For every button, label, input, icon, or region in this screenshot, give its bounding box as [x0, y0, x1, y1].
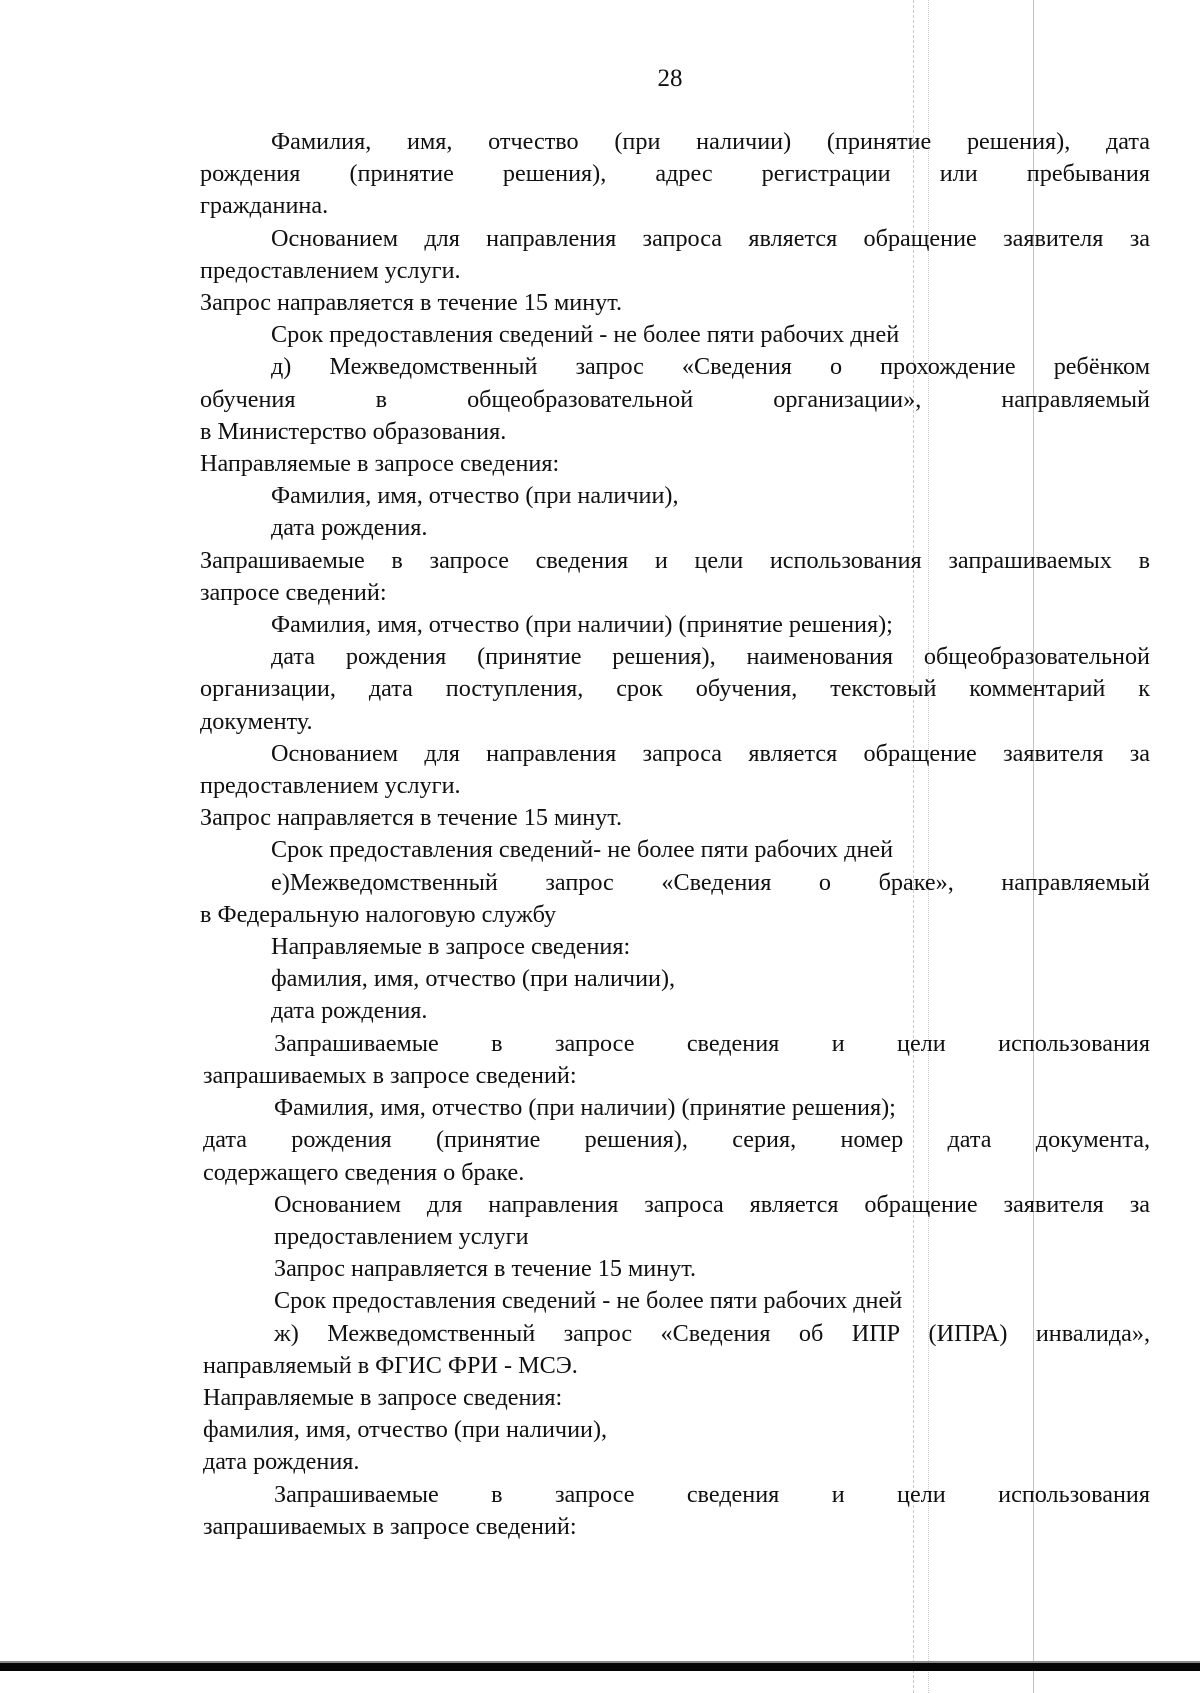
text-line: Фамилия, имя, отчество (при наличии) (принятие решения); [271, 611, 893, 639]
text-line: д) Межведомственный запрос «Сведения о прохождение ребёнком [271, 353, 1150, 381]
text-line: Фамилия, имя, отчество (при наличии) (принятие решения), дата [271, 128, 1150, 155]
text-line: гражданина. [200, 192, 329, 220]
page-number: 28 [657, 65, 683, 92]
document-body [200, 126, 1150, 1543]
text-line: фамилия, имя, отчество (при наличии), [271, 965, 676, 993]
text-line: дата рождения. [271, 997, 428, 1025]
text-line: дата рождения (принятие решения), серия, номер дата документа, [203, 1126, 1150, 1154]
text-line: Направляемые в запросе сведения: [271, 933, 631, 961]
text-line: предоставлением услуги. [200, 772, 461, 800]
text-line: Фамилия, имя, отчество (при наличии) (принятие решения); [274, 1094, 896, 1122]
text-line: в Министерство образования. [200, 417, 507, 445]
text-line: запросе сведений: [200, 578, 387, 606]
text-line: направляемый в ФГИС ФРИ - МСЭ. [203, 1351, 578, 1379]
text-line: Срок предоставления сведений- не более пяти рабочих дней [271, 836, 894, 864]
text-line: дата рождения. [203, 1448, 360, 1476]
text-line: Срок предоставления сведений - не более пяти рабочих дней [271, 321, 900, 349]
text-line: обучения в общеобразовательной организации», направляемый [200, 385, 1150, 413]
text-line: ж) Межведомственный запрос «Сведения об ИПР (ИПРА) инвалида», [274, 1319, 1150, 1347]
text-line: Основанием для направления запроса является обращение заявителя за [271, 224, 1150, 252]
text-line: Основанием для направления запроса является обращение заявителя за [271, 739, 1150, 767]
text-line: запрашиваемых в запросе сведений: [203, 1512, 577, 1540]
text-line: дата рождения (принятие решения), наименования общеобразовательной [271, 643, 1150, 671]
text-line: предоставлением услуги. [200, 256, 461, 284]
text-line: содержащего сведения о браке. [203, 1158, 525, 1186]
text-line: Запрос направляется в течение 15 минут. [274, 1255, 697, 1283]
text-line: Запрос направляется в течение 15 минут. [200, 289, 623, 317]
text-line: Основанием для направления запроса является обращение заявителя за [274, 1190, 1150, 1218]
scan-bottom-border [0, 1663, 1200, 1671]
text-line: е)Межведомственный запрос «Сведения о браке», направляемый [271, 868, 1150, 896]
text-line: запрашиваемых в запросе сведений: [203, 1061, 577, 1089]
text-line: Запрашиваемые в запросе сведения и цели использования запрашиваемых в [200, 546, 1150, 574]
text-line: в Федеральную налоговую службу [200, 900, 557, 928]
text-line: Запрашиваемые в запросе сведения и цели использования [274, 1029, 1150, 1057]
text-line: Срок предоставления сведений - не более пяти рабочих дней [274, 1287, 903, 1315]
text-line: Запрашиваемые в запросе сведения и цели использования [274, 1480, 1150, 1508]
text-line: Фамилия, имя, отчество (при наличии), [271, 482, 679, 510]
text-line: Направляемые в запросе сведения: [200, 450, 560, 478]
text-line: предоставлением услуги [274, 1222, 529, 1250]
text-line: дата рождения. [271, 514, 428, 542]
text-line: Запрос направляется в течение 15 минут. [200, 804, 623, 832]
text-line: рождения (принятие решения), адрес регистрации или пребывания [200, 160, 1150, 188]
text-line: организации, дата поступления, срок обучения, текстовый комментарий к [200, 675, 1150, 703]
text-line: документу. [200, 707, 313, 735]
text-line: Направляемые в запросе сведения: [203, 1383, 563, 1411]
text-line: фамилия, имя, отчество (при наличии), [203, 1416, 608, 1444]
